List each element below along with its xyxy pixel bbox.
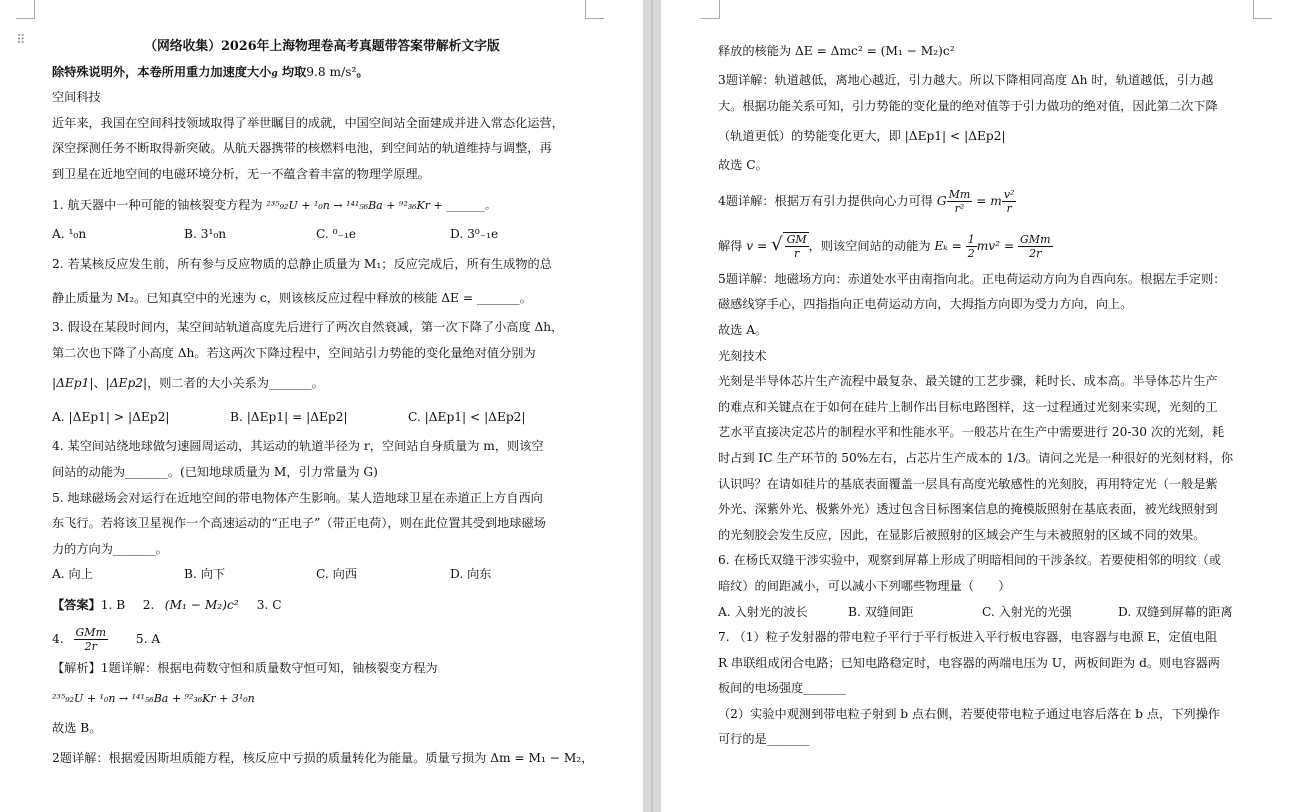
analysis-q4-result-den: 2r bbox=[1029, 246, 1042, 260]
doc-title: （网络收集）2026年上海物理卷高考真题带答案带解析文字版 bbox=[144, 39, 500, 54]
analysis-q4-frac1-den: r² bbox=[954, 201, 965, 215]
corner-mark-top-left-right-page bbox=[701, 0, 720, 19]
lithography-line-6: 外光、深紫外光、极紫外光）透过包含目标图案信息的掩模版照射在基底表面，被光线照射到 bbox=[718, 502, 1218, 517]
corner-mark-top-right bbox=[585, 0, 604, 19]
q3-option-c[interactable]: C. |ΔEp1| < |ΔEp2| bbox=[408, 410, 526, 425]
q3-line-3 bbox=[52, 366, 592, 400]
analysis-q4-v: v = bbox=[746, 238, 772, 253]
q6-option-a[interactable]: A. 入射光的波长 bbox=[718, 604, 808, 619]
answer-4-label: 4. bbox=[52, 631, 64, 646]
answer-1: 1. B bbox=[100, 597, 126, 612]
analysis-q2-line: 2题详解：根据爱因斯坦质能方程，核反应中亏损的质量转化为能量。质量亏损为 Δm = M₁ − M₂， bbox=[52, 751, 594, 766]
q6-line-1: 6. 在杨氏双缝干涉实验中，观察到屏幕上形成了明暗相间的干涉条纹。若要使相邻的明纹（或 bbox=[718, 553, 1222, 568]
analysis-q4-sqrt-den: r bbox=[793, 247, 800, 261]
page-gutter bbox=[643, 0, 661, 812]
analysis-q4-result-fraction bbox=[1018, 233, 1052, 260]
q5-options bbox=[52, 562, 592, 588]
analysis-q4-half-den: 2 bbox=[967, 246, 975, 260]
analysis-q4-frac2-den: r bbox=[1006, 201, 1012, 215]
analysis-q5-conclusion: 故选 A。 bbox=[718, 322, 768, 337]
q7-line-3: 板间的电场强度_______ bbox=[718, 681, 846, 696]
analysis-conclusion-1: 故选 B。 bbox=[52, 720, 102, 735]
q2-line-1: 2. 若某核反应发生前，所有参与反应物质的总静止质量为 M₁；反应完成后，所有生成物的总 bbox=[52, 257, 552, 272]
corner-mark-top-right-right-page bbox=[1253, 0, 1272, 19]
q6-option-d[interactable]: D. 双缝到屏幕的距离 bbox=[1118, 604, 1233, 619]
q1-option-a[interactable]: A. ¹₀n bbox=[52, 226, 87, 241]
lithography-line-2: 的难点和关键点在于如何在硅片上制作出目标电路图样，这一过程通过光刻来实现，光刻的工 bbox=[718, 399, 1218, 414]
q1-option-b[interactable]: B. 3¹₀n bbox=[184, 226, 227, 241]
q4-line-2: 间站的动能为_______。(已知地球质量为 M，引力常量为 G) bbox=[52, 464, 378, 479]
q3-option-b[interactable]: B. |ΔEp1| = |ΔEp2| bbox=[230, 410, 348, 425]
right-page bbox=[661, 0, 1292, 812]
corner-mark-top-left bbox=[16, 0, 35, 19]
answer-2-value: (M₁ − M₂)c² bbox=[164, 597, 239, 612]
q6-option-c[interactable]: C. 入射光的光强 bbox=[982, 604, 1072, 619]
q3-options bbox=[52, 400, 592, 434]
gravity-note-suffix: 均取 bbox=[277, 64, 307, 79]
q5-option-d[interactable]: D. 向东 bbox=[450, 567, 492, 582]
q5-option-a[interactable]: A. 向上 bbox=[52, 567, 93, 582]
intro-line-2: 深空探测任务不断取得新突破。从航天器携带的核燃料电池，到空间站的轨道维持与调整，再 bbox=[52, 141, 552, 156]
analysis-q4-result-num: GMm bbox=[1020, 232, 1051, 246]
analysis-q5-line-2: 磁感线穿手心，四指指向正电荷运动方向，大拇指方向即为受力方向，向上。 bbox=[718, 297, 1133, 312]
q7-line-2: R 串联组成闭合电路；已知电路稳定时，电容器的两端电压为 U，两板间距为 d。则电容器两 bbox=[718, 655, 1220, 670]
analysis-q4-fraction-mm bbox=[947, 188, 973, 215]
q5-line-1: 5. 地球磁场会对运行在近地空间的带电物体产生影响。某人造地球卫星在赤道正上方自西向 bbox=[52, 490, 543, 505]
lithography-line-3: 艺水平直接决定芯片的制程水平和性能水平。一般芯片在生产中需要进行 20-30 次的光刻，耗 bbox=[718, 425, 1225, 440]
q5-option-b[interactable]: B. 向下 bbox=[184, 567, 226, 582]
analysis-q4-eq-m: = m bbox=[972, 193, 1002, 208]
q3-option-a[interactable]: A. |ΔEp1| > |ΔEp2| bbox=[52, 410, 170, 425]
q1-option-c[interactable]: C. ⁰₋₁e bbox=[316, 226, 357, 241]
analysis-q4-ek: Eₖ = bbox=[934, 238, 966, 253]
analysis-q4-line-2: 解得 v = √ $\frac{GM}{r}$ ，则该空间站的动能为 Eₖ = $\frac{1}{2}$ mv² = $\frac{\text{GMm}}{2r}$ bbox=[718, 232, 1051, 261]
q5-line-2: 东飞行。若将该卫星视作一个高速运动的“正电子”（带正电荷），则在此位置其受到地球磁场 bbox=[52, 516, 546, 531]
answer-2-label: 2. bbox=[142, 597, 155, 612]
q3-line-2: 第二次也下降了小高度 Δh。若这两次下降过程中，空间站引力势能的变化量绝对值分别为 bbox=[52, 345, 536, 360]
q1-text: 1. 航天器中一种可能的铀核裂变方程为 bbox=[52, 197, 267, 212]
analysis-q5-line-1: 5题详解：地磁场方向：赤道处水平由南指向北。正电荷运动方向为自西向东。根据左手定则： bbox=[718, 271, 1226, 286]
analysis-q4-solve: 解得 bbox=[718, 238, 747, 253]
q3-abs-ep2: |ΔEp2| bbox=[105, 376, 148, 391]
q1-options bbox=[52, 222, 592, 248]
analysis-q4-mid: ，则该空间站的动能为 bbox=[808, 238, 935, 253]
answer-line-1 bbox=[52, 588, 592, 622]
analysis-q2-result: 释放的核能为 ΔE = Δmc² = (M₁ − M₂)c² bbox=[718, 44, 955, 58]
analysis-q4-frac1-num: Mm bbox=[948, 187, 971, 201]
q6-options bbox=[718, 600, 1253, 626]
left-content bbox=[52, 34, 592, 775]
answer-5: 5. A bbox=[135, 631, 161, 646]
lithography-line-5: 认识吗？在请如硅片的基底表面覆盖一层具有高度光敏感性的光刻胶，再用特定光（一般是紫 bbox=[718, 476, 1218, 491]
q5-line-3: 力的方向为_______。 bbox=[52, 541, 168, 556]
analysis-q3-line-3: （轨道更低）的势能变化更大，即 |ΔEp1| < |ΔEp2| bbox=[718, 129, 1006, 144]
analysis-q4-line-1 bbox=[718, 179, 1253, 223]
gravity-note-end: 。 bbox=[356, 64, 369, 79]
q7-line-4: （2）实验中观测到带电粒子射到 b 点右侧，若要使带电粒子通过电容后落在 b 点，下列操作 bbox=[718, 706, 1220, 721]
analysis-equation: ²³⁵₉₂U + ¹₀n → ¹⁴¹₅₆Ba + ⁹²₃₆Kr + 3¹₀n bbox=[52, 691, 255, 705]
q6-line-2: 暗纹）的间距减小，可以减小下列哪些物理量（ ） bbox=[718, 578, 1011, 593]
analysis-q3-line-1: 3题详解：轨道越低，离地心越近，引力越大。所以下降相同高度 Δh 时，轨道越低，引力越 bbox=[718, 73, 1214, 87]
left-page bbox=[0, 0, 643, 812]
analysis-q4-half-num: 1 bbox=[967, 232, 975, 246]
intro-line-3: 到卫星在近地空间的电磁环境分析，无一不蕴含着丰富的物理学原理。 bbox=[52, 166, 430, 181]
drag-handle-icon[interactable]: ⠿ bbox=[16, 33, 27, 48]
answer-4-fraction bbox=[74, 626, 108, 653]
analysis-q4-g: G bbox=[936, 193, 947, 208]
q2-line-2: 静止质量为 M₂。已知真空中的光速为 c，则该核反应过程中释放的核能 ΔE = _______。 bbox=[52, 291, 532, 306]
analysis-q4-text: 4题详解：根据万有引力提供向心力可得 bbox=[718, 193, 937, 208]
q7-line-5: 可行的是_______ bbox=[718, 732, 810, 747]
analysis-q4-mv: mv² = bbox=[976, 238, 1019, 253]
gravity-note-prefix: 除特殊说明外，本卷所用重力加速度大小 bbox=[52, 64, 272, 79]
lithography-line-4: 时占到 IC 生产环节的 50%左右，占芯片生产成本的 1/3。请问之光是一种很好的光刻材料，你 bbox=[718, 450, 1234, 465]
analysis-q3-conclusion: 故选 C。 bbox=[718, 158, 768, 173]
q1-equation: ²³⁵₉₂U + ¹₀n → ¹⁴¹₅₆Ba + ⁹²₃₆Kr + _______。 bbox=[266, 198, 496, 212]
answer-label: 【答案】 bbox=[52, 597, 101, 612]
analysis-q3-line-2: 大。根据功能关系可知，引力势能的变化量的绝对值等于引力做功的绝对值，因此第二次下降 bbox=[718, 98, 1218, 113]
gravity-note: 除特殊说明外，本卷所用重力加速度大小g 均取9.8 m/s²。 bbox=[52, 64, 369, 79]
gravity-note-value: 9.8 m/s² bbox=[306, 64, 357, 79]
analysis-line-1: 【解析】1题详解：根据电荷数守恒和质量数守恒可知，铀核裂变方程为 bbox=[52, 660, 438, 675]
analysis-q4-half bbox=[966, 233, 977, 260]
q7-line-1: 7. （1）粒子发射器的带电粒子平行于平行板进入平行板电容器，电容器与电源 E，定值电阻 bbox=[718, 630, 1218, 645]
analysis-q4-fraction-v2 bbox=[1002, 188, 1017, 215]
q1-option-d[interactable]: D. 3⁰₋₁e bbox=[450, 226, 499, 241]
answer-3: 3. C bbox=[256, 597, 282, 612]
right-content bbox=[718, 34, 1253, 753]
lithography-line-1: 光刻是半导体芯片生产流程中最复杂、最关键的工艺步骤，耗时长、成本高。半导体芯片生产 bbox=[718, 374, 1218, 389]
q5-option-c[interactable]: C. 向西 bbox=[316, 567, 358, 582]
analysis-q4-frac2-num: v² bbox=[1003, 187, 1015, 201]
q6-option-b[interactable]: B. 双缝间距 bbox=[848, 604, 914, 619]
q3-line-1: 3. 假设在某段时间内，某空间站轨道高度先后进行了两次自然衰减，第一次下降了小高度 Δh， bbox=[52, 320, 564, 335]
intro-line-1: 近年来，我国在空间科技领域取得了举世瞩目的成就，中国空间站全面建成并进入常态化运营， bbox=[52, 115, 564, 130]
q3-abs-ep1: |ΔEp1| bbox=[52, 376, 94, 391]
section-heading-lithography: 光刻技术 bbox=[718, 348, 767, 363]
answer-line-2 bbox=[52, 622, 592, 656]
question-1 bbox=[52, 188, 592, 222]
q3-tail: ，则二者的大小关系为_______。 bbox=[147, 376, 324, 391]
lithography-line-7: 的光刻胶会发生反应，因此，在显影后被照射的区域会产生与未被照射的区域不同的效果。 bbox=[718, 527, 1206, 542]
answer-4-denominator: 2r bbox=[84, 639, 97, 653]
analysis-q4-sqrt bbox=[783, 232, 809, 260]
q4-line-1: 4. 某空间站绕地球做匀速圆周运动，其运动的轨道半径为 r，空间站自身质量为 m，则该空 bbox=[52, 439, 544, 454]
section-heading-space: 空间科技 bbox=[52, 90, 101, 105]
answer-4-numerator: GMm bbox=[75, 625, 106, 639]
q3-separator: 、 bbox=[93, 376, 106, 391]
analysis-q4-sqrt-num: GM bbox=[786, 233, 807, 247]
